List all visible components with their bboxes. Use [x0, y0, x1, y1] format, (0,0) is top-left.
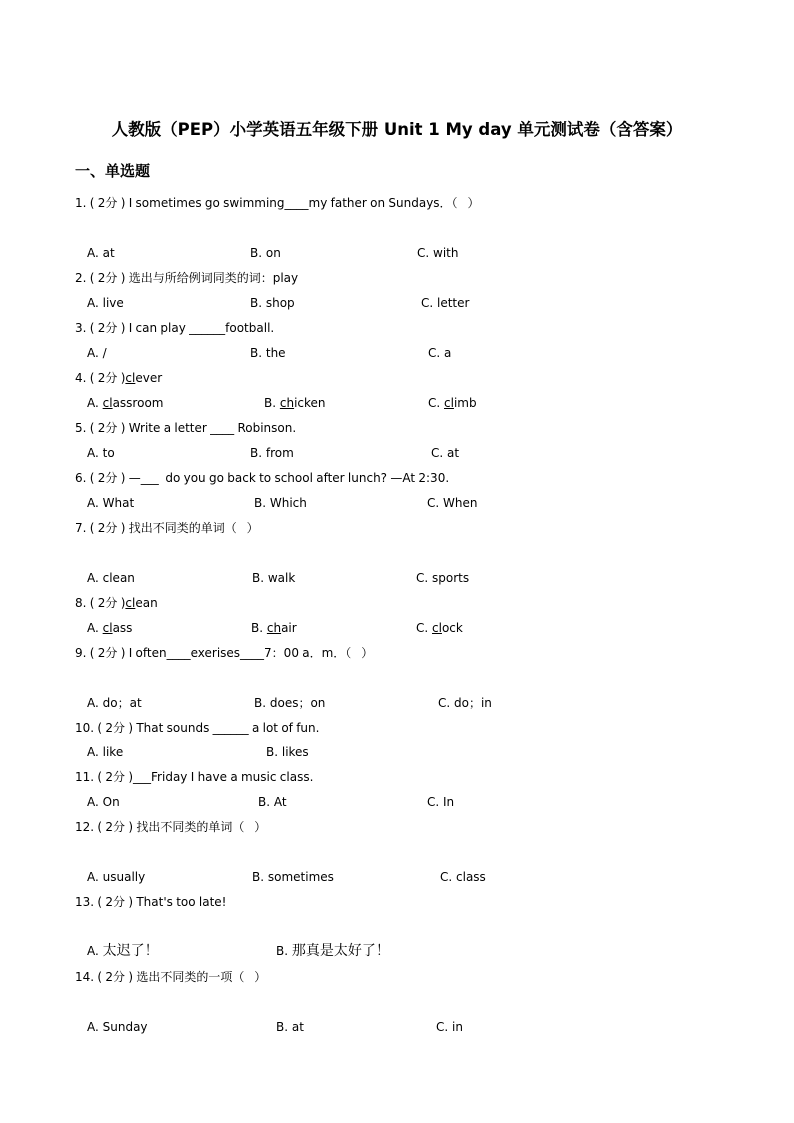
- option-12b: B. sometimes: [252, 870, 334, 884]
- question-13: 13. ( 2分 ) That's too late!: [75, 895, 227, 909]
- question-3: 3. ( 2分 ) I can play ______football.: [75, 321, 275, 335]
- option-1c: C. with: [417, 246, 459, 260]
- option-3b: B. the: [250, 346, 286, 360]
- question-8-underlined: cl: [125, 596, 136, 610]
- option-4a-rest: assroom: [112, 396, 164, 410]
- option-4c-underlined: cl: [444, 396, 454, 410]
- option-6b: B. Which: [254, 496, 307, 510]
- question-4: [75, 370, 162, 386]
- option-12c: C. class: [440, 870, 486, 884]
- question-12: 12. ( 2分 ) 找出不同类的单词（ ）: [75, 820, 267, 834]
- question-8-prefix: 8. ( 2分 ): [75, 596, 126, 610]
- question-6: 6. ( 2分 ) —___ do you go back to school after lunch? —At 2:30.: [75, 471, 450, 485]
- option-8b-rest: air: [281, 621, 297, 635]
- option-4c-rest: imb: [453, 396, 477, 410]
- question-7: 7. ( 2分 ) 找出不同类的单词（ ）: [75, 521, 259, 535]
- option-6c: C. When: [427, 496, 478, 510]
- option-5a: A. to: [87, 446, 115, 460]
- option-1a: A. at: [87, 246, 115, 260]
- option-7b: B. walk: [252, 571, 296, 585]
- question-5: 5. ( 2分 ) Write a letter ____ Robinson.: [75, 421, 297, 435]
- option-3c: C. a: [428, 346, 452, 360]
- page-title: 人教版（PEP）小学英语五年级下册 Unit 1 My day 单元测试卷（含答案）: [111, 120, 683, 139]
- section-heading: 一、单选题: [75, 162, 151, 180]
- option-8a: [87, 620, 132, 636]
- question-11: 11. ( 2分 )___Friday I have a music class.: [75, 770, 314, 784]
- question-8-rest: ean: [135, 596, 158, 610]
- option-4b: [264, 395, 326, 411]
- option-14b: B. at: [276, 1020, 304, 1034]
- option-11a: A. On: [87, 795, 120, 809]
- question-14: 14. ( 2分 ) 选出不同类的一项（ ）: [75, 970, 267, 984]
- option-2b: B. shop: [250, 296, 295, 310]
- option-8a-letter: A.: [87, 621, 103, 635]
- option-9a: A. do；at: [87, 696, 142, 710]
- option-13b: [276, 943, 390, 959]
- option-3a: A. /: [87, 346, 107, 360]
- option-2a: A. live: [87, 296, 124, 310]
- option-8c-rest: ock: [441, 621, 463, 635]
- option-13b-text: 那真是太好了！: [291, 943, 390, 959]
- question-4-underlined: cl: [125, 371, 136, 385]
- option-7c: C. sports: [416, 571, 470, 585]
- question-10: 10. ( 2分 ) That sounds ______ a lot of fun.: [75, 721, 320, 735]
- option-4b-letter: B.: [264, 396, 280, 410]
- option-11c: C. In: [427, 795, 455, 809]
- option-9c: C. do；in: [438, 696, 492, 710]
- option-1b: B. on: [250, 246, 281, 260]
- option-6a: A. What: [87, 496, 135, 510]
- option-5b: B. from: [250, 446, 294, 460]
- option-8b-letter: B.: [251, 621, 267, 635]
- option-8c: [416, 620, 463, 636]
- option-7a: A. clean: [87, 571, 135, 585]
- option-4a-underlined: cl: [102, 396, 113, 410]
- option-11b: B. At: [258, 795, 287, 809]
- option-13b-letter: B.: [276, 944, 292, 958]
- option-14c: C. in: [436, 1020, 463, 1034]
- option-13a-text: 太迟了！: [102, 943, 159, 959]
- option-4c-letter: C.: [428, 396, 445, 410]
- question-1: 1. ( 2分 ) I sometimes go swimming____my father on Sundays．（ ）: [75, 196, 480, 210]
- option-8c-underlined: cl: [432, 621, 442, 635]
- option-8a-underlined: cl: [102, 621, 113, 635]
- question-9: 9. ( 2分 ) I often____exerises____7：00 a．m．（ ）: [75, 646, 374, 660]
- option-2c: C. letter: [421, 296, 470, 310]
- option-4a: [87, 395, 163, 411]
- option-8b-underlined: ch: [266, 621, 282, 635]
- option-13a: [87, 943, 159, 959]
- option-13a-letter: A.: [87, 944, 103, 958]
- option-8c-letter: C.: [416, 621, 433, 635]
- option-4b-underlined: ch: [279, 396, 295, 410]
- option-8a-rest: ass: [112, 621, 133, 635]
- option-5c: C. at: [431, 446, 460, 460]
- option-10b: B. likes: [266, 745, 309, 759]
- option-4a-letter: A.: [87, 396, 103, 410]
- question-8: [75, 595, 158, 611]
- option-14a: A. Sunday: [87, 1020, 148, 1034]
- option-9b: B. does；on: [254, 696, 326, 710]
- option-10a: A. like: [87, 745, 124, 759]
- question-4-rest: ever: [135, 371, 163, 385]
- option-8b: [251, 620, 297, 636]
- question-2: 2. ( 2分 ) 选出与所给例词同类的词：play: [75, 271, 299, 285]
- option-4b-rest: icken: [294, 396, 326, 410]
- option-12a: A. usually: [87, 870, 146, 884]
- option-4c: [428, 395, 477, 411]
- question-4-prefix: 4. ( 2分 ): [75, 371, 126, 385]
